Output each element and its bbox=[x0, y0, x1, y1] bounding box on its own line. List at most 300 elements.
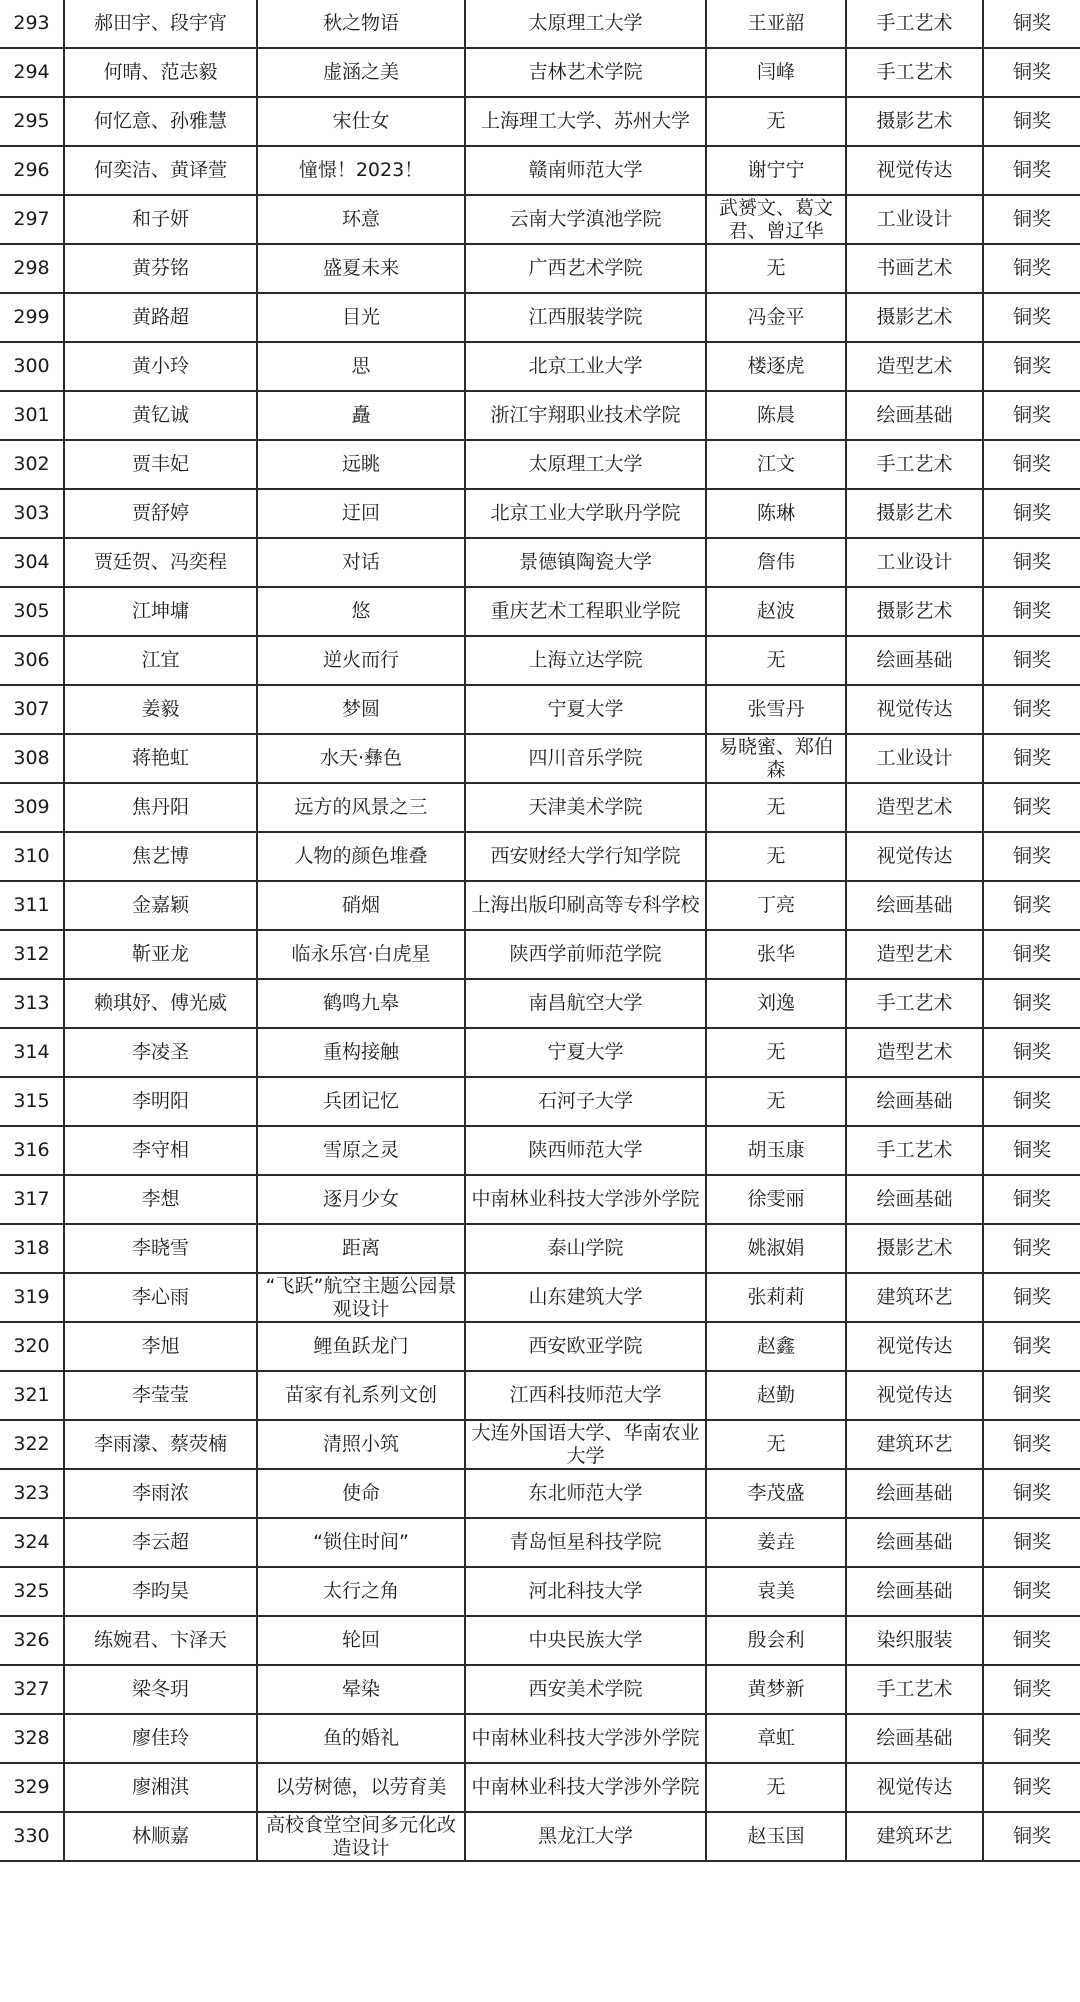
work-category-cell: 绘画基础 bbox=[846, 1077, 983, 1126]
award-level-cell: 铜奖 bbox=[983, 1518, 1080, 1567]
school-name-cell: 陕西师范大学 bbox=[465, 1126, 706, 1175]
table-row bbox=[0, 1028, 1080, 1077]
work-title-cell: 高校食堂空间多元化改造设计 bbox=[257, 1812, 465, 1861]
award-level-cell: 铜奖 bbox=[983, 979, 1080, 1028]
school-name-cell: 东北师范大学 bbox=[465, 1469, 706, 1518]
table-row bbox=[0, 1420, 1080, 1469]
entry-number-cell: 308 bbox=[0, 734, 64, 783]
author-names-cell: 李想 bbox=[64, 1175, 257, 1224]
award-level-cell: 铜奖 bbox=[983, 636, 1080, 685]
school-name-cell: 南昌航空大学 bbox=[465, 979, 706, 1028]
work-category-cell: 视觉传达 bbox=[846, 1322, 983, 1371]
work-title-cell: 清照小筑 bbox=[257, 1420, 465, 1469]
school-name-cell: 中南林业科技大学涉外学院 bbox=[465, 1714, 706, 1763]
advisor-teacher-cell: 赵鑫 bbox=[706, 1322, 846, 1371]
advisor-teacher-cell: 无 bbox=[706, 1028, 846, 1077]
work-category-cell: 摄影艺术 bbox=[846, 587, 983, 636]
award-level-cell: 铜奖 bbox=[983, 1665, 1080, 1714]
work-title-cell: 鱼的婚礼 bbox=[257, 1714, 465, 1763]
advisor-teacher-cell: 谢宁宁 bbox=[706, 146, 846, 195]
work-category-cell: 绘画基础 bbox=[846, 636, 983, 685]
school-name-cell: 四川音乐学院 bbox=[465, 734, 706, 783]
award-level-cell: 铜奖 bbox=[983, 1567, 1080, 1616]
author-names-cell: 江宜 bbox=[64, 636, 257, 685]
award-level-cell: 铜奖 bbox=[983, 734, 1080, 783]
school-name-cell: 景德镇陶瓷大学 bbox=[465, 538, 706, 587]
author-names-cell: 李雨浓 bbox=[64, 1469, 257, 1518]
award-level-cell: 铜奖 bbox=[983, 1420, 1080, 1469]
school-name-cell: 天津美术学院 bbox=[465, 783, 706, 832]
author-names-cell: 练婉君、卞泽天 bbox=[64, 1616, 257, 1665]
work-category-cell: 绘画基础 bbox=[846, 1567, 983, 1616]
award-level-cell: 铜奖 bbox=[983, 293, 1080, 342]
author-names-cell: 梁冬玥 bbox=[64, 1665, 257, 1714]
table-row bbox=[0, 685, 1080, 734]
school-name-cell: 宁夏大学 bbox=[465, 685, 706, 734]
school-name-cell: 西安美术学院 bbox=[465, 1665, 706, 1714]
school-name-cell: 西安欧亚学院 bbox=[465, 1322, 706, 1371]
entry-number-cell: 320 bbox=[0, 1322, 64, 1371]
work-title-cell: 硝烟 bbox=[257, 881, 465, 930]
work-title-cell: 人物的颜色堆叠 bbox=[257, 832, 465, 881]
work-title-cell: 盛夏未来 bbox=[257, 244, 465, 293]
work-title-cell: 重构接触 bbox=[257, 1028, 465, 1077]
award-level-cell: 铜奖 bbox=[983, 1126, 1080, 1175]
entry-number-cell: 317 bbox=[0, 1175, 64, 1224]
table-row bbox=[0, 783, 1080, 832]
advisor-teacher-cell: 詹伟 bbox=[706, 538, 846, 587]
work-category-cell: 摄影艺术 bbox=[846, 1224, 983, 1273]
school-name-cell: 广西艺术学院 bbox=[465, 244, 706, 293]
work-title-cell: 临永乐宫·白虎星 bbox=[257, 930, 465, 979]
author-names-cell: 李明阳 bbox=[64, 1077, 257, 1126]
advisor-teacher-cell: 无 bbox=[706, 1763, 846, 1812]
table-row bbox=[0, 146, 1080, 195]
entry-number-cell: 316 bbox=[0, 1126, 64, 1175]
school-name-cell: 中南林业科技大学涉外学院 bbox=[465, 1175, 706, 1224]
advisor-teacher-cell: 武赟文、葛文君、曾辽华 bbox=[706, 195, 846, 244]
school-name-cell: 泰山学院 bbox=[465, 1224, 706, 1273]
work-category-cell: 手工艺术 bbox=[846, 1665, 983, 1714]
award-level-cell: 铜奖 bbox=[983, 1028, 1080, 1077]
award-level-cell: 铜奖 bbox=[983, 244, 1080, 293]
work-category-cell: 染织服装 bbox=[846, 1616, 983, 1665]
work-title-cell: 秋之物语 bbox=[257, 0, 465, 48]
award-level-cell: 铜奖 bbox=[983, 440, 1080, 489]
entry-number-cell: 300 bbox=[0, 342, 64, 391]
award-level-cell: 铜奖 bbox=[983, 1175, 1080, 1224]
advisor-teacher-cell: 刘逸 bbox=[706, 979, 846, 1028]
table-row bbox=[0, 391, 1080, 440]
author-names-cell: 李雨濛、蔡荧楠 bbox=[64, 1420, 257, 1469]
school-name-cell: 太原理工大学 bbox=[465, 440, 706, 489]
author-names-cell: 李昀昊 bbox=[64, 1567, 257, 1616]
award-level-cell: 铜奖 bbox=[983, 1077, 1080, 1126]
entry-number-cell: 309 bbox=[0, 783, 64, 832]
work-category-cell: 摄影艺术 bbox=[846, 489, 983, 538]
author-names-cell: 焦艺博 bbox=[64, 832, 257, 881]
author-names-cell: 李凌圣 bbox=[64, 1028, 257, 1077]
work-category-cell: 绘画基础 bbox=[846, 1518, 983, 1567]
table-row bbox=[0, 538, 1080, 587]
work-category-cell: 视觉传达 bbox=[846, 1371, 983, 1420]
table-row bbox=[0, 1665, 1080, 1714]
table-row bbox=[0, 195, 1080, 244]
school-name-cell: 太原理工大学 bbox=[465, 0, 706, 48]
advisor-teacher-cell: 黄梦新 bbox=[706, 1665, 846, 1714]
advisor-teacher-cell: 姚淑娟 bbox=[706, 1224, 846, 1273]
table-row bbox=[0, 489, 1080, 538]
advisor-teacher-cell: 陈琳 bbox=[706, 489, 846, 538]
award-level-cell: 铜奖 bbox=[983, 489, 1080, 538]
entry-number-cell: 306 bbox=[0, 636, 64, 685]
entry-number-cell: 311 bbox=[0, 881, 64, 930]
table-row bbox=[0, 440, 1080, 489]
table-row bbox=[0, 1175, 1080, 1224]
entry-number-cell: 294 bbox=[0, 48, 64, 97]
work-title-cell: “锁住时间” bbox=[257, 1518, 465, 1567]
author-names-cell: 林顺嘉 bbox=[64, 1812, 257, 1861]
table-row bbox=[0, 244, 1080, 293]
work-category-cell: 建筑环艺 bbox=[846, 1420, 983, 1469]
table-row bbox=[0, 979, 1080, 1028]
table-row bbox=[0, 1224, 1080, 1273]
work-category-cell: 造型艺术 bbox=[846, 342, 983, 391]
school-name-cell: 宁夏大学 bbox=[465, 1028, 706, 1077]
entry-number-cell: 326 bbox=[0, 1616, 64, 1665]
work-title-cell: 鲤鱼跃龙门 bbox=[257, 1322, 465, 1371]
award-level-cell: 铜奖 bbox=[983, 48, 1080, 97]
work-title-cell: 使命 bbox=[257, 1469, 465, 1518]
entry-number-cell: 304 bbox=[0, 538, 64, 587]
advisor-teacher-cell: 无 bbox=[706, 1077, 846, 1126]
advisor-teacher-cell: 袁美 bbox=[706, 1567, 846, 1616]
school-name-cell: 山东建筑大学 bbox=[465, 1273, 706, 1322]
entry-number-cell: 296 bbox=[0, 146, 64, 195]
work-title-cell: 鹤鸣九皋 bbox=[257, 979, 465, 1028]
award-level-cell: 铜奖 bbox=[983, 0, 1080, 48]
work-title-cell: 雪原之灵 bbox=[257, 1126, 465, 1175]
author-names-cell: 何晴、范志毅 bbox=[64, 48, 257, 97]
author-names-cell: 何忆意、孙雅慧 bbox=[64, 97, 257, 146]
work-category-cell: 手工艺术 bbox=[846, 0, 983, 48]
work-category-cell: 手工艺术 bbox=[846, 48, 983, 97]
table-row bbox=[0, 1812, 1080, 1861]
author-names-cell: 李晓雪 bbox=[64, 1224, 257, 1273]
author-names-cell: 黄小玲 bbox=[64, 342, 257, 391]
entry-number-cell: 303 bbox=[0, 489, 64, 538]
table-row bbox=[0, 1077, 1080, 1126]
work-title-cell: 矗 bbox=[257, 391, 465, 440]
advisor-teacher-cell: 章虹 bbox=[706, 1714, 846, 1763]
author-names-cell: 赖琪妤、傅光威 bbox=[64, 979, 257, 1028]
school-name-cell: 青岛恒星科技学院 bbox=[465, 1518, 706, 1567]
author-names-cell: 贾廷贺、冯奕程 bbox=[64, 538, 257, 587]
work-category-cell: 建筑环艺 bbox=[846, 1273, 983, 1322]
work-title-cell: 逆火而行 bbox=[257, 636, 465, 685]
work-title-cell: 轮回 bbox=[257, 1616, 465, 1665]
award-level-cell: 铜奖 bbox=[983, 342, 1080, 391]
entry-number-cell: 293 bbox=[0, 0, 64, 48]
work-title-cell: 宋仕女 bbox=[257, 97, 465, 146]
table-row bbox=[0, 832, 1080, 881]
author-names-cell: 廖佳玲 bbox=[64, 1714, 257, 1763]
work-category-cell: 绘画基础 bbox=[846, 1469, 983, 1518]
award-level-cell: 铜奖 bbox=[983, 195, 1080, 244]
entry-number-cell: 321 bbox=[0, 1371, 64, 1420]
work-title-cell: 逐月少女 bbox=[257, 1175, 465, 1224]
advisor-teacher-cell: 无 bbox=[706, 636, 846, 685]
author-names-cell: 黄钇诚 bbox=[64, 391, 257, 440]
work-title-cell: 环意 bbox=[257, 195, 465, 244]
advisor-teacher-cell: 李茂盛 bbox=[706, 1469, 846, 1518]
work-title-cell: 兵团记忆 bbox=[257, 1077, 465, 1126]
advisor-teacher-cell: 无 bbox=[706, 97, 846, 146]
entry-number-cell: 324 bbox=[0, 1518, 64, 1567]
work-title-cell: 目光 bbox=[257, 293, 465, 342]
work-category-cell: 绘画基础 bbox=[846, 1714, 983, 1763]
work-category-cell: 手工艺术 bbox=[846, 440, 983, 489]
advisor-teacher-cell: 张雪丹 bbox=[706, 685, 846, 734]
table-row bbox=[0, 1469, 1080, 1518]
work-category-cell: 绘画基础 bbox=[846, 881, 983, 930]
table-row bbox=[0, 293, 1080, 342]
entry-number-cell: 301 bbox=[0, 391, 64, 440]
entry-number-cell: 325 bbox=[0, 1567, 64, 1616]
award-level-cell: 铜奖 bbox=[983, 146, 1080, 195]
entry-number-cell: 312 bbox=[0, 930, 64, 979]
work-title-cell: 晕染 bbox=[257, 1665, 465, 1714]
school-name-cell: 大连外国语大学、华南农业大学 bbox=[465, 1420, 706, 1469]
award-level-cell: 铜奖 bbox=[983, 587, 1080, 636]
table-row bbox=[0, 1616, 1080, 1665]
award-level-cell: 铜奖 bbox=[983, 1371, 1080, 1420]
author-names-cell: 李云超 bbox=[64, 1518, 257, 1567]
advisor-teacher-cell: 殷会利 bbox=[706, 1616, 846, 1665]
author-names-cell: 和子妍 bbox=[64, 195, 257, 244]
author-names-cell: 黄芬铭 bbox=[64, 244, 257, 293]
advisor-teacher-cell: 无 bbox=[706, 832, 846, 881]
school-name-cell: 陕西学前师范学院 bbox=[465, 930, 706, 979]
school-name-cell: 赣南师范大学 bbox=[465, 146, 706, 195]
author-names-cell: 廖湘淇 bbox=[64, 1763, 257, 1812]
author-names-cell: 何奕洁、黄译萱 bbox=[64, 146, 257, 195]
advisor-teacher-cell: 易晓蜜、郑伯森 bbox=[706, 734, 846, 783]
table-row bbox=[0, 1714, 1080, 1763]
award-level-cell: 铜奖 bbox=[983, 832, 1080, 881]
school-name-cell: 江西科技师范大学 bbox=[465, 1371, 706, 1420]
entry-number-cell: 305 bbox=[0, 587, 64, 636]
entry-number-cell: 328 bbox=[0, 1714, 64, 1763]
work-category-cell: 手工艺术 bbox=[846, 979, 983, 1028]
award-level-cell: 铜奖 bbox=[983, 391, 1080, 440]
award-level-cell: 铜奖 bbox=[983, 97, 1080, 146]
table-row bbox=[0, 734, 1080, 783]
advisor-teacher-cell: 张莉莉 bbox=[706, 1273, 846, 1322]
work-category-cell: 视觉传达 bbox=[846, 1763, 983, 1812]
work-title-cell: 远方的风景之三 bbox=[257, 783, 465, 832]
school-name-cell: 中央民族大学 bbox=[465, 1616, 706, 1665]
author-names-cell: 李莹莹 bbox=[64, 1371, 257, 1420]
work-category-cell: 视觉传达 bbox=[846, 146, 983, 195]
advisor-teacher-cell: 赵玉国 bbox=[706, 1812, 846, 1861]
entry-number-cell: 307 bbox=[0, 685, 64, 734]
work-category-cell: 摄影艺术 bbox=[846, 293, 983, 342]
author-names-cell: 贾丰妃 bbox=[64, 440, 257, 489]
advisor-teacher-cell: 赵波 bbox=[706, 587, 846, 636]
table-row bbox=[0, 0, 1080, 48]
table-row bbox=[0, 1567, 1080, 1616]
work-title-cell: 梦圆 bbox=[257, 685, 465, 734]
author-names-cell: 蒋艳虹 bbox=[64, 734, 257, 783]
advisor-teacher-cell: 徐雯丽 bbox=[706, 1175, 846, 1224]
work-category-cell: 建筑环艺 bbox=[846, 1812, 983, 1861]
work-category-cell: 手工艺术 bbox=[846, 1126, 983, 1175]
author-names-cell: 黄路超 bbox=[64, 293, 257, 342]
entry-number-cell: 302 bbox=[0, 440, 64, 489]
award-level-cell: 铜奖 bbox=[983, 930, 1080, 979]
entry-number-cell: 329 bbox=[0, 1763, 64, 1812]
table-row bbox=[0, 1371, 1080, 1420]
author-names-cell: 郝田宇、段宇宵 bbox=[64, 0, 257, 48]
table-row bbox=[0, 1763, 1080, 1812]
advisor-teacher-cell: 无 bbox=[706, 244, 846, 293]
work-title-cell: 虚涵之美 bbox=[257, 48, 465, 97]
advisor-teacher-cell: 赵勤 bbox=[706, 1371, 846, 1420]
advisor-teacher-cell: 王亚韶 bbox=[706, 0, 846, 48]
advisor-teacher-cell: 无 bbox=[706, 1420, 846, 1469]
work-title-cell: 憧憬！2023！ bbox=[257, 146, 465, 195]
table-row bbox=[0, 48, 1080, 97]
award-level-cell: 铜奖 bbox=[983, 1224, 1080, 1273]
work-category-cell: 书画艺术 bbox=[846, 244, 983, 293]
advisor-teacher-cell: 楼逐虎 bbox=[706, 342, 846, 391]
work-title-cell: 迂回 bbox=[257, 489, 465, 538]
work-title-cell: 以劳树德，以劳育美 bbox=[257, 1763, 465, 1812]
work-category-cell: 视觉传达 bbox=[846, 832, 983, 881]
work-title-cell: 水天·彝色 bbox=[257, 734, 465, 783]
school-name-cell: 中南林业科技大学涉外学院 bbox=[465, 1763, 706, 1812]
school-name-cell: 西安财经大学行知学院 bbox=[465, 832, 706, 881]
table-row bbox=[0, 1322, 1080, 1371]
entry-number-cell: 297 bbox=[0, 195, 64, 244]
work-category-cell: 工业设计 bbox=[846, 734, 983, 783]
entry-number-cell: 327 bbox=[0, 1665, 64, 1714]
school-name-cell: 上海立达学院 bbox=[465, 636, 706, 685]
award-level-cell: 铜奖 bbox=[983, 685, 1080, 734]
advisor-teacher-cell: 陈晨 bbox=[706, 391, 846, 440]
author-names-cell: 姜毅 bbox=[64, 685, 257, 734]
table-row bbox=[0, 97, 1080, 146]
entry-number-cell: 330 bbox=[0, 1812, 64, 1861]
school-name-cell: 石河子大学 bbox=[465, 1077, 706, 1126]
advisor-teacher-cell: 无 bbox=[706, 783, 846, 832]
award-level-cell: 铜奖 bbox=[983, 1322, 1080, 1371]
advisor-teacher-cell: 冯金平 bbox=[706, 293, 846, 342]
entry-number-cell: 314 bbox=[0, 1028, 64, 1077]
work-category-cell: 绘画基础 bbox=[846, 1175, 983, 1224]
advisor-teacher-cell: 丁亮 bbox=[706, 881, 846, 930]
school-name-cell: 重庆艺术工程职业学院 bbox=[465, 587, 706, 636]
school-name-cell: 云南大学滇池学院 bbox=[465, 195, 706, 244]
work-title-cell: “飞跃”航空主题公园景观设计 bbox=[257, 1273, 465, 1322]
work-category-cell: 视觉传达 bbox=[846, 685, 983, 734]
table-row bbox=[0, 1273, 1080, 1322]
work-title-cell: 远眺 bbox=[257, 440, 465, 489]
school-name-cell: 上海出版印刷高等专科学校 bbox=[465, 881, 706, 930]
award-level-cell: 铜奖 bbox=[983, 1273, 1080, 1322]
author-names-cell: 李守相 bbox=[64, 1126, 257, 1175]
entry-number-cell: 295 bbox=[0, 97, 64, 146]
entry-number-cell: 323 bbox=[0, 1469, 64, 1518]
entry-number-cell: 318 bbox=[0, 1224, 64, 1273]
advisor-teacher-cell: 姜垚 bbox=[706, 1518, 846, 1567]
author-names-cell: 靳亚龙 bbox=[64, 930, 257, 979]
entry-number-cell: 298 bbox=[0, 244, 64, 293]
table-row bbox=[0, 587, 1080, 636]
table-row bbox=[0, 342, 1080, 391]
school-name-cell: 上海理工大学、苏州大学 bbox=[465, 97, 706, 146]
entry-number-cell: 313 bbox=[0, 979, 64, 1028]
author-names-cell: 江坤墉 bbox=[64, 587, 257, 636]
award-level-cell: 铜奖 bbox=[983, 1763, 1080, 1812]
award-level-cell: 铜奖 bbox=[983, 1812, 1080, 1861]
work-title-cell: 距离 bbox=[257, 1224, 465, 1273]
school-name-cell: 江西服装学院 bbox=[465, 293, 706, 342]
author-names-cell: 焦丹阳 bbox=[64, 783, 257, 832]
entry-number-cell: 310 bbox=[0, 832, 64, 881]
table-row bbox=[0, 1126, 1080, 1175]
school-name-cell: 北京工业大学耿丹学院 bbox=[465, 489, 706, 538]
advisor-teacher-cell: 胡玉康 bbox=[706, 1126, 846, 1175]
award-level-cell: 铜奖 bbox=[983, 1714, 1080, 1763]
work-title-cell: 悠 bbox=[257, 587, 465, 636]
school-name-cell: 黑龙江大学 bbox=[465, 1812, 706, 1861]
work-category-cell: 造型艺术 bbox=[846, 783, 983, 832]
work-category-cell: 绘画基础 bbox=[846, 391, 983, 440]
entry-number-cell: 299 bbox=[0, 293, 64, 342]
award-level-cell: 铜奖 bbox=[983, 538, 1080, 587]
award-level-cell: 铜奖 bbox=[983, 881, 1080, 930]
award-level-cell: 铜奖 bbox=[983, 783, 1080, 832]
author-names-cell: 李心雨 bbox=[64, 1273, 257, 1322]
entry-number-cell: 315 bbox=[0, 1077, 64, 1126]
table-row bbox=[0, 1518, 1080, 1567]
table-row bbox=[0, 636, 1080, 685]
entry-number-cell: 319 bbox=[0, 1273, 64, 1322]
school-name-cell: 河北科技大学 bbox=[465, 1567, 706, 1616]
work-category-cell: 造型艺术 bbox=[846, 930, 983, 979]
author-names-cell: 金嘉颖 bbox=[64, 881, 257, 930]
work-category-cell: 工业设计 bbox=[846, 195, 983, 244]
school-name-cell: 吉林艺术学院 bbox=[465, 48, 706, 97]
advisor-teacher-cell: 张华 bbox=[706, 930, 846, 979]
work-category-cell: 摄影艺术 bbox=[846, 97, 983, 146]
entry-number-cell: 322 bbox=[0, 1420, 64, 1469]
work-title-cell: 太行之角 bbox=[257, 1567, 465, 1616]
advisor-teacher-cell: 闫峰 bbox=[706, 48, 846, 97]
author-names-cell: 李旭 bbox=[64, 1322, 257, 1371]
work-title-cell: 对话 bbox=[257, 538, 465, 587]
author-names-cell: 贾舒婷 bbox=[64, 489, 257, 538]
award-level-cell: 铜奖 bbox=[983, 1469, 1080, 1518]
work-category-cell: 造型艺术 bbox=[846, 1028, 983, 1077]
work-title-cell: 思 bbox=[257, 342, 465, 391]
advisor-teacher-cell: 江文 bbox=[706, 440, 846, 489]
school-name-cell: 浙江宇翔职业技术学院 bbox=[465, 391, 706, 440]
table-row bbox=[0, 930, 1080, 979]
work-category-cell: 工业设计 bbox=[846, 538, 983, 587]
